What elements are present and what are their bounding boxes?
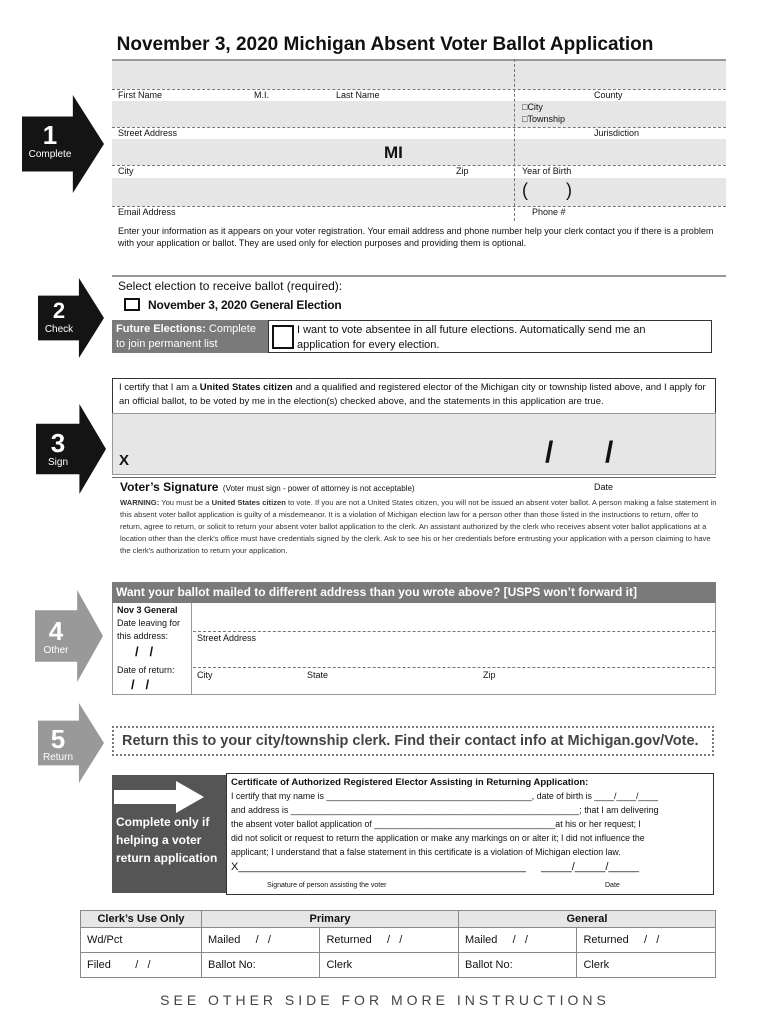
clerk-header-cell: Clerk’s Use Only [81,911,202,928]
assist-sig-label: Signature of person assisting the voter [267,882,387,889]
table-row [81,953,716,978]
date-leaving-slashes[interactable]: / / [135,644,154,659]
city-field[interactable] [112,139,726,165]
permanent-list-checkbox[interactable] [272,325,294,349]
page-title: November 3, 2020 Michigan Absent Voter Ballot Application [116,34,654,55]
step-2-label: Check [44,324,74,335]
date-slash-2: / [605,436,614,469]
step-3-label: Sign [47,457,68,468]
step-4-label: Other [43,645,69,656]
warning-post: to vote. If you are not a United States citizen, you will not be issued an absent voter ballot. A person making a false statement in this absent voter ballot application is guilty of a misdemeanor. It is a violation of Michigan election law for a person other than those listed in the instructions to return, offer to return, agree to return, or solicit to return your absent voter ballot application to the clerk. An assistant authorized by the clerk who receives absent voter ballot applications at a location other than the clerk's office must have credentials signed by the clerk. Ask to see his or her credentials before entrusting your application with a person claiming to have the clerk's authorization to return your application. [120,498,717,555]
table-cell[interactable]: Returned / / [320,928,459,953]
assist-line-3[interactable]: the absent voter ballot application of _____________________________________at his or her request; I [231,819,641,829]
date-return-slashes[interactable]: / / [131,677,150,692]
certification-text [119,381,709,409]
street-address-label: Street Address [118,128,178,138]
future-elections-text: Complete to join permanent list [116,323,256,350]
warning-pre: You must be a [159,498,212,507]
last-name-label: Last Name [336,90,380,100]
step-5-number: 5 [50,724,66,754]
step-1-number: 1 [42,120,58,150]
assist-line-5: applicant; I understand that a false statement in this certificate is a violation of Michigan election law. [231,847,621,857]
select-election-label: Select election to receive ballot (required): [118,279,343,293]
yob-close-paren: ) [566,180,572,200]
phone-label: Phone # [532,207,566,217]
assist-signature-line[interactable]: X_______________________________________________ _____/_____/_____ [231,861,640,873]
table-cell[interactable]: Returned / / [577,928,716,953]
warning-text [120,497,720,557]
yob-open-paren: ( [522,180,528,200]
step-2-number: 2 [52,298,66,323]
city-label: City [118,166,134,176]
assist-side-text: Complete only if helping a voter return application [116,815,218,865]
voter-info-section [112,59,726,221]
assist-line-2[interactable]: and address is ___________________________________________________________; that I am delivering [231,805,659,815]
certify-post: and a qualified and registered elector of the Michigan city or township listed above, and I apply for an official ballot, to be voted by me in the election(s) checked above, and the statements in this application are true. [119,382,706,407]
year-of-birth-label: Year of Birth [522,166,572,176]
certify-pre: I certify that I am a [119,382,200,393]
voter-signature-title: Voter’s Signature [120,480,219,494]
alt-state-label: State [307,670,329,680]
email-field[interactable] [112,178,726,206]
footer-instructions: SEE OTHER SIDE FOR MORE INSTRUCTIONS [160,992,610,1008]
street-address-field[interactable] [112,101,726,127]
future-option-box [268,320,712,353]
table-cell[interactable]: Ballot No: [458,953,576,978]
jurisdiction-label: Jurisdiction [594,128,640,138]
section1-note: Enter your information as it appears on your voter registration. Your email address and phone number help your clerk contact you if there is a problem with your application or ballot. They are used only for election purposes and providing them is optional. [118,226,714,248]
voter-signature-field[interactable] [112,413,716,475]
alt-zip-label: Zip [483,670,496,680]
email-label: Email Address [118,207,176,217]
table-cell[interactable]: Mailed / / [458,928,576,953]
assist-date-label: Date [605,882,620,889]
voter-signature-note: (Voter must sign - power of attorney is not acceptable) [222,484,415,493]
election-checkbox[interactable] [124,298,140,311]
first-name-label: First Name [118,90,163,100]
date-return-label: Date of return: [117,665,175,675]
county-label: County [594,90,623,100]
township-option-label: Township [527,114,565,124]
zip-label: Zip [456,166,469,176]
assist-certificate [226,773,714,895]
table-cell[interactable]: Filed / / [81,953,202,978]
state-value: MI [384,143,403,162]
future-elections-title: Future Elections: [116,323,206,335]
alt-street-field[interactable] [193,605,715,631]
clerk-use-table [80,910,716,978]
permanent-list-label: I want to vote absentee in all future elections. Automatically send me an application for every election. [297,324,646,351]
assist-cert-title: Certificate of Authorized Registered Elector Assisting in Returning Application: [231,777,589,788]
step-3-number: 3 [50,428,66,458]
date-leaving-label: Date leaving for this address: [117,618,181,641]
future-elections-box [112,320,268,353]
primary-header-cell: Primary [202,911,459,928]
township-checkbox[interactable]: □Township [522,114,565,124]
assist-side-panel [112,775,226,893]
certify-bold: United States citizen [199,382,293,393]
date-label: Date [594,482,614,492]
alt-city-field[interactable] [193,643,715,667]
table-cell[interactable]: Mailed / / [202,928,320,953]
general-header-cell: General [458,911,715,928]
mail-address-banner: Want your ballot mailed to different address than you wrote above? [USPS won’t forward it] [112,582,716,603]
warning-bold: United States citizen [211,498,286,507]
alt-city-label: City [197,670,213,680]
return-instructions: Return this to your city/township clerk. Find their contact info at Michigan.gov/Vote. [112,726,714,756]
city-checkbox[interactable]: □City [522,102,543,112]
step-1-label: Complete [28,149,72,160]
table-cell[interactable]: Wd/Pct [81,928,202,953]
alt-street-label: Street Address [197,633,257,643]
table-row [81,928,716,953]
warning-label: WARNING: [120,498,160,507]
step-4-number: 4 [48,616,64,646]
table-cell[interactable]: Clerk [320,953,459,978]
name-field[interactable] [112,61,726,89]
table-cell[interactable]: Clerk [577,953,716,978]
mi-label: M.I. [254,90,269,100]
right-arrow-icon [114,781,204,813]
voter-signature-label [120,478,415,496]
nov3-label: Nov 3 General [117,605,178,615]
city-option-label: City [527,102,543,112]
signature-x: X [119,452,130,469]
election-option-label: November 3, 2020 General Election [148,298,342,312]
assist-line-4: did not solicit or request to return the application or make any markings on or alter it; I did not influence the [231,833,645,843]
step-5-label: Return [42,752,73,763]
mail-address-section [112,603,716,695]
date-slash-1: / [545,436,554,469]
clerk-table-header [81,911,716,928]
table-cell[interactable]: Ballot No: [202,953,320,978]
certification-box [112,378,716,414]
assist-line-1[interactable]: I certify that my name is __________________________________________, date of birth is ____/____/____ [231,791,658,801]
